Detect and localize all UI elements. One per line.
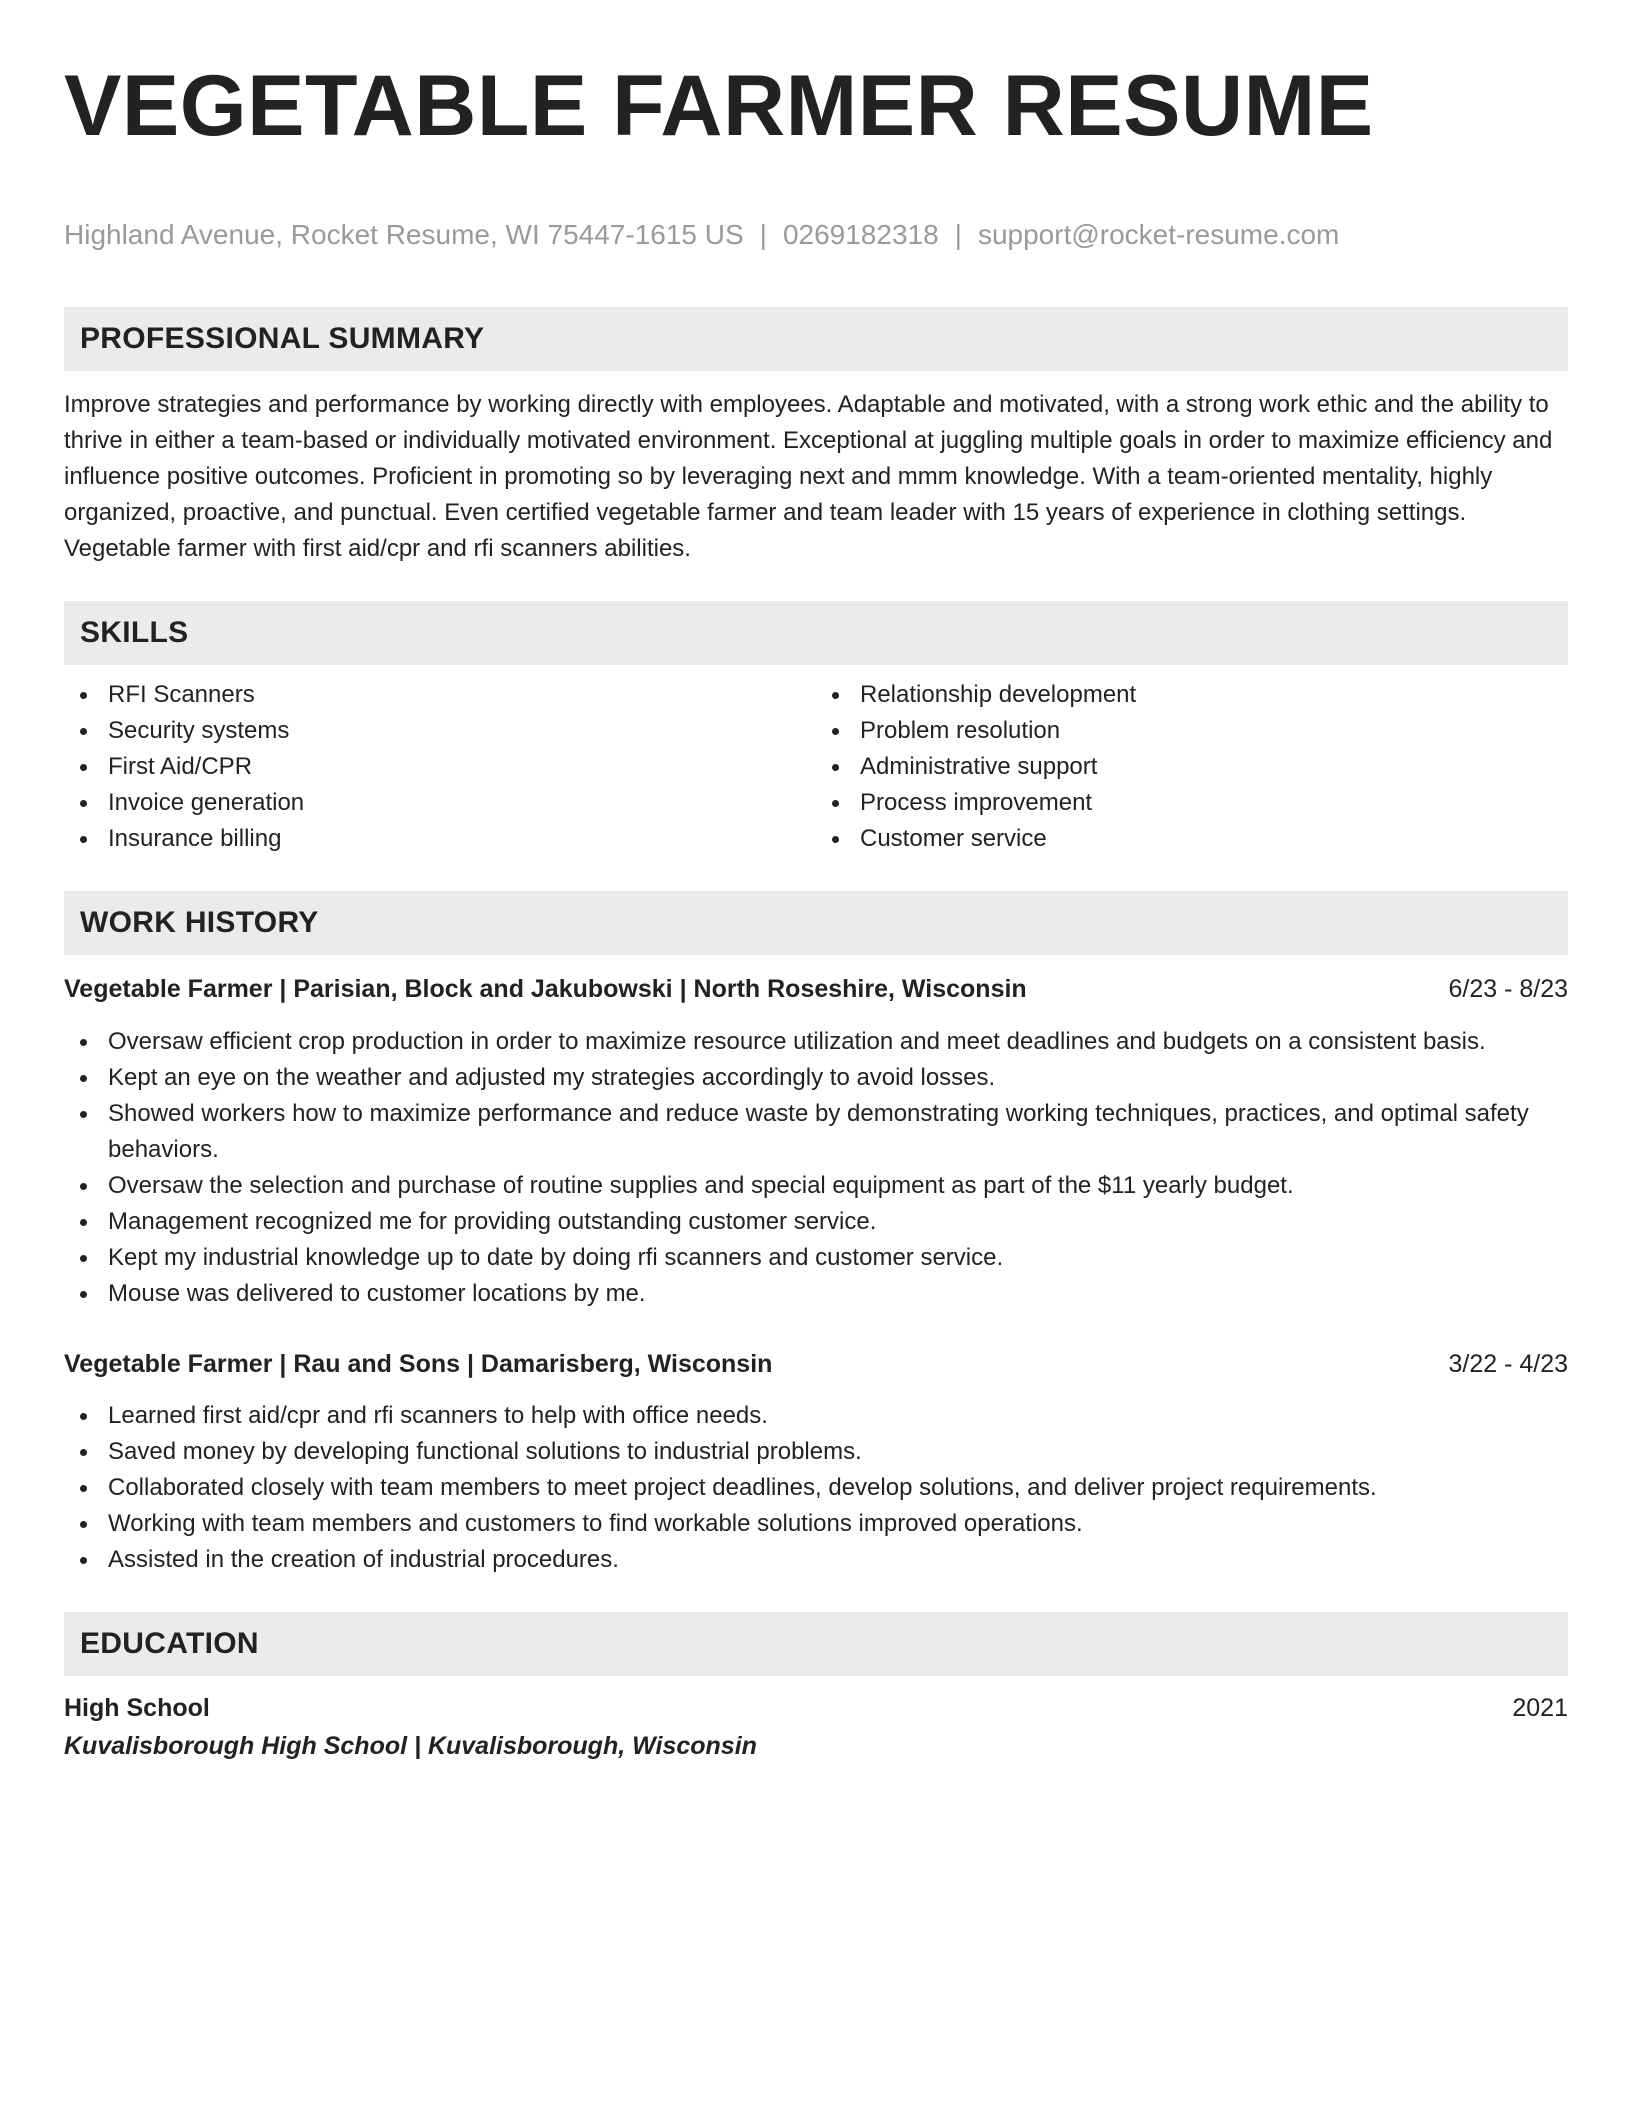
skills-list [64, 677, 1568, 857]
job-entry [64, 1346, 1568, 1578]
job-entry [64, 971, 1568, 1312]
job-bullet: Assisted in the creation of industrial procedures. [64, 1542, 1568, 1578]
skills-column-left [64, 677, 816, 857]
job-bullet: Oversaw the selection and purchase of routine supplies and special equipment as part of the $11 yearly budget. [64, 1168, 1568, 1204]
job-bullet: Kept an eye on the weather and adjusted my strategies accordingly to avoid losses. [64, 1060, 1568, 1096]
contact-email: support@rocket-resume.com [977, 219, 1340, 250]
section-heading-skills: SKILLS [64, 601, 1568, 665]
skill-item: Administrative support [816, 749, 1568, 785]
contact-line [64, 218, 1568, 252]
contact-address: Highland Avenue, Rocket Resume, WI 75447-1615 US [64, 219, 744, 250]
education-degree: High School [64, 1694, 210, 1722]
job-header [64, 971, 1568, 1007]
job-bullet: Learned first aid/cpr and rfi scanners to help with office needs. [64, 1398, 1568, 1434]
section-heading-education: EDUCATION [64, 1612, 1568, 1676]
skill-item: Invoice generation [64, 785, 816, 821]
education-school: Kuvalisborough High School | Kuvalisborough, Wisconsin [64, 1732, 757, 1760]
section-heading-work-history: WORK HISTORY [64, 891, 1568, 955]
skill-item: Security systems [64, 713, 816, 749]
job-title: Vegetable Farmer | Rau and Sons | Damarisberg, Wisconsin [64, 1350, 773, 1378]
job-bullet: Showed workers how to maximize performance and reduce waste by demonstrating working techniques, practices, and optimal safety behaviors. [64, 1096, 1568, 1168]
education-header [64, 1690, 1568, 1726]
education-year: 2021 [1512, 1694, 1568, 1722]
job-bullet: Collaborated closely with team members to meet project deadlines, develop solutions, and deliver project requirements. [64, 1470, 1568, 1506]
skills-column-right [816, 677, 1568, 857]
skill-item: First Aid/CPR [64, 749, 816, 785]
job-bullet: Management recognized me for providing outstanding customer service. [64, 1204, 1568, 1240]
job-bullet: Kept my industrial knowledge up to date by doing rfi scanners and customer service. [64, 1240, 1568, 1276]
job-bullet: Oversaw efficient crop production in order to maximize resource utilization and meet deadlines and budgets on a consistent basis. [64, 1024, 1568, 1060]
skill-item: Customer service [816, 821, 1568, 857]
contact-phone: 0269182318 [782, 219, 939, 250]
skill-item: Process improvement [816, 785, 1568, 821]
job-dates: 6/23 - 8/23 [1448, 975, 1568, 1003]
job-bullets [64, 1398, 1568, 1578]
skill-item: Relationship development [816, 677, 1568, 713]
job-bullet: Saved money by developing functional solutions to industrial problems. [64, 1434, 1568, 1470]
job-bullet: Mouse was delivered to customer locations by me. [64, 1276, 1568, 1312]
skill-item: Problem resolution [816, 713, 1568, 749]
job-dates: 3/22 - 4/23 [1448, 1350, 1568, 1378]
job-bullets [64, 1024, 1568, 1312]
job-title: Vegetable Farmer | Parisian, Block and Jakubowski | North Roseshire, Wisconsin [64, 975, 1027, 1003]
contact-separator: | [759, 219, 767, 250]
section-heading-summary: PROFESSIONAL SUMMARY [64, 307, 1568, 371]
job-header [64, 1346, 1568, 1382]
resume-title: VEGETABLE FARMER RESUME [64, 58, 1374, 154]
job-bullet: Working with team members and customers to find workable solutions improved operations. [64, 1506, 1568, 1542]
skill-item: RFI Scanners [64, 677, 816, 713]
summary-text: Improve strategies and performance by working directly with employees. Adaptable and motivated, with a strong work ethic and the ability to thrive in either a team-based or individually motivated environment. Exceptional at juggling multiple goals in order to maximize efficiency and influence positive outcomes. Proficient in promoting so by leveraging next and mmm knowledge. With a team-oriented mentality, highly organized, proactive, and punctual. Even certified vegetable farmer and team leader with 15 years of experience in clothing settings. Vegetable farmer with first aid/cpr and rfi scanners abilities. [64, 391, 1553, 562]
skill-item: Insurance billing [64, 821, 816, 857]
contact-separator: | [954, 219, 962, 250]
